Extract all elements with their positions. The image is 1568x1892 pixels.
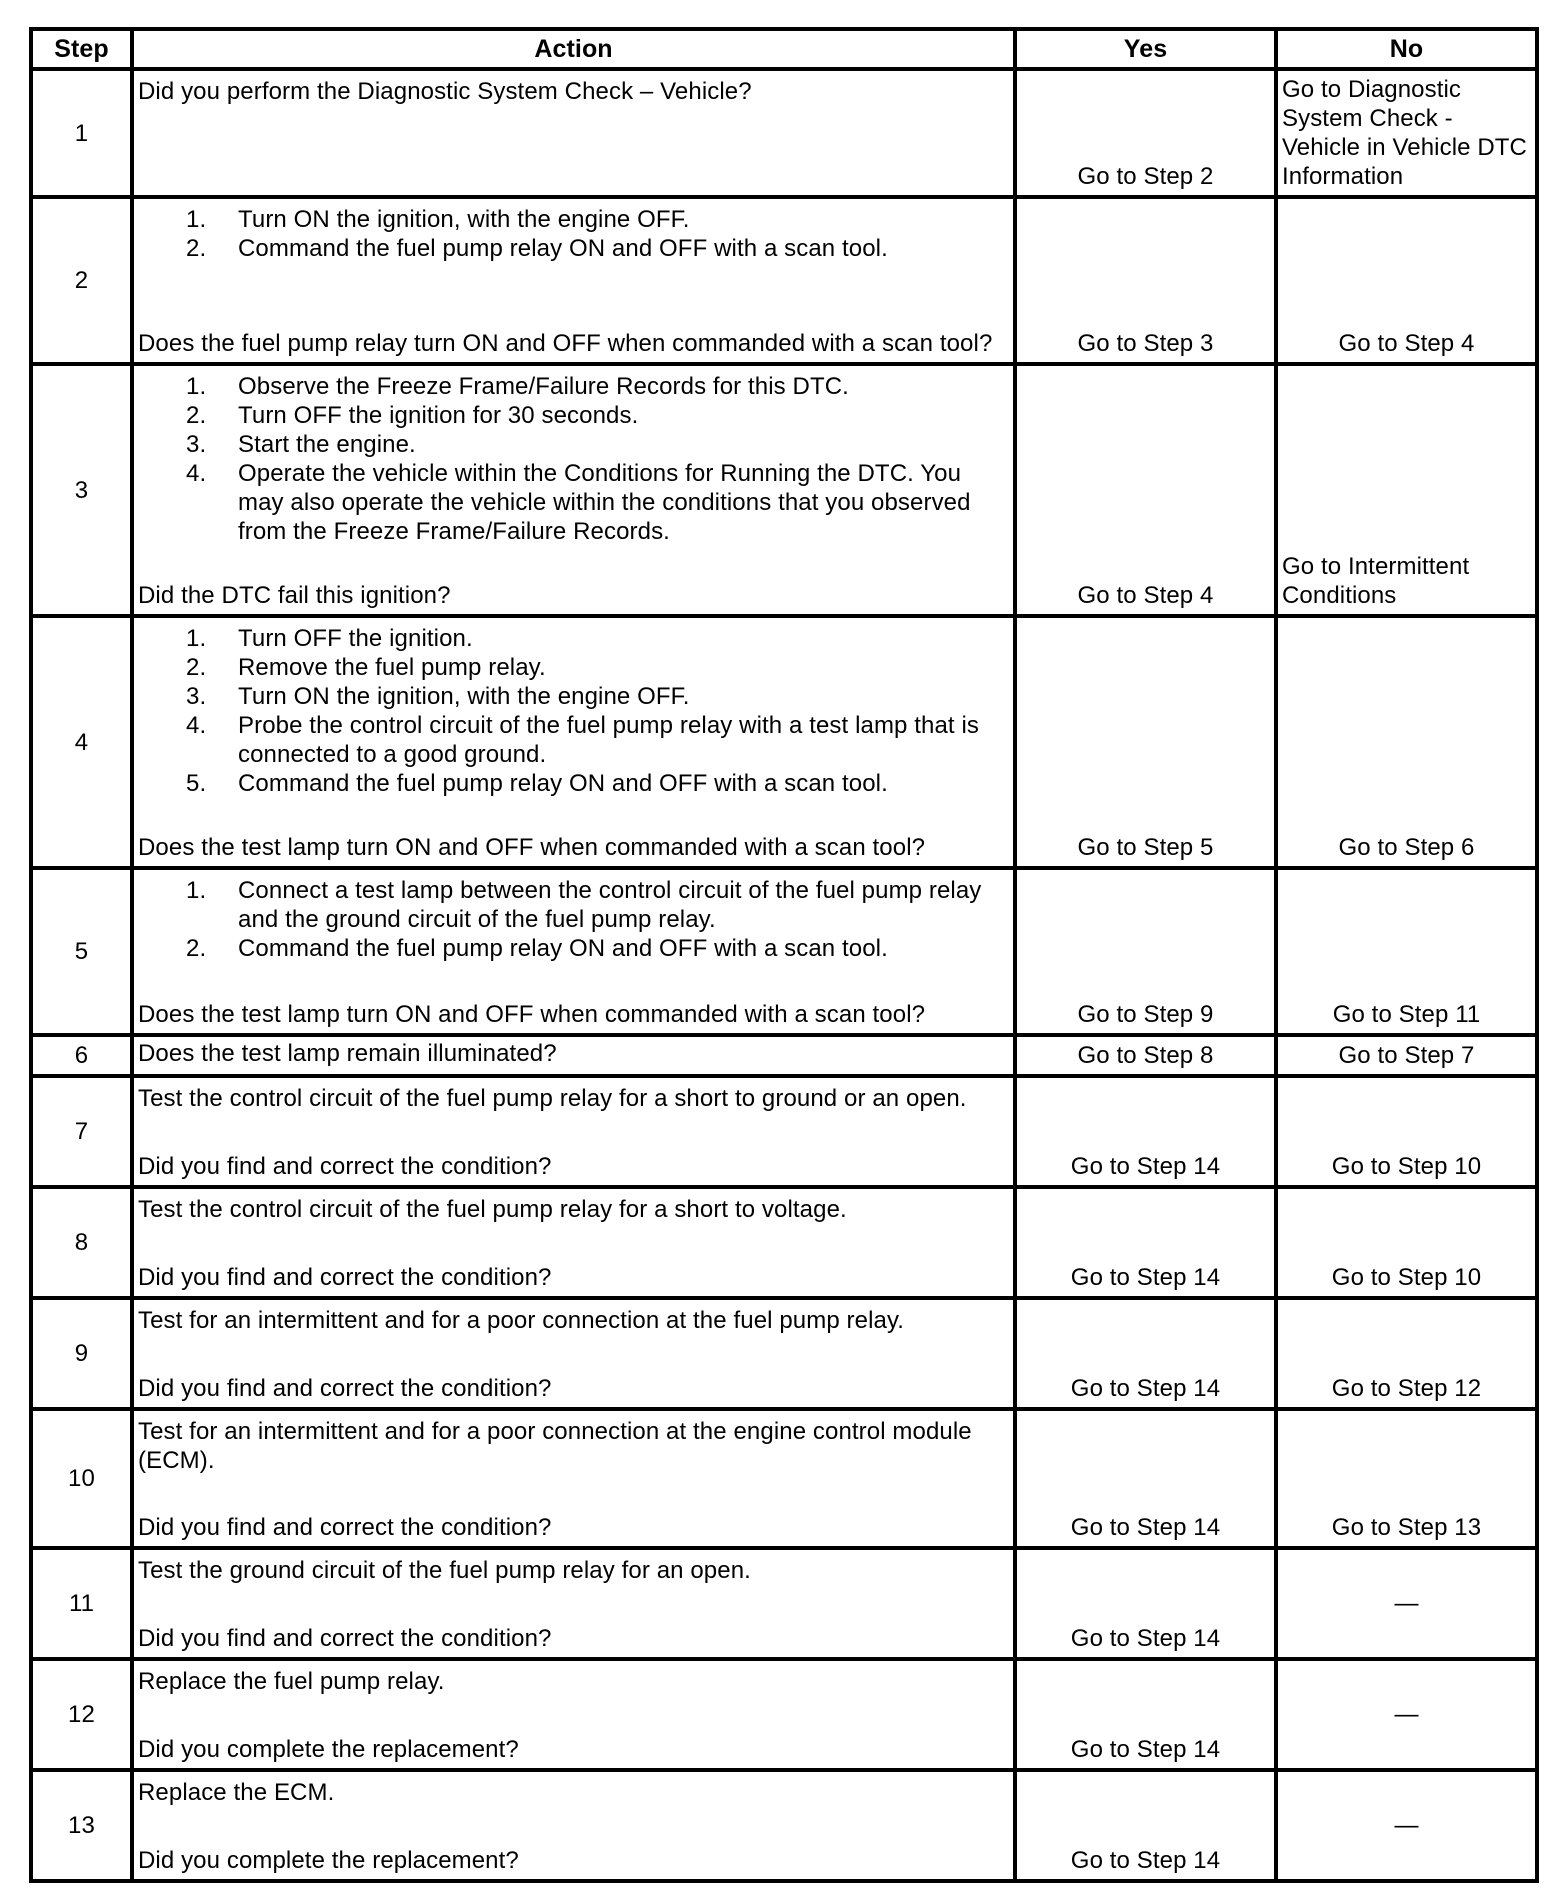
list-item-number: 2. bbox=[186, 235, 207, 262]
no-outcome: Go to Step 4 bbox=[1276, 197, 1537, 364]
action-content bbox=[138, 624, 1009, 862]
list-item-text: Remove the fuel pump relay. bbox=[238, 654, 546, 681]
list-item bbox=[138, 769, 1009, 798]
list-item-number: 1. bbox=[186, 373, 207, 400]
no-outcome: Go to Diagnostic System Check - Vehicle in Vehicle DTC Information bbox=[1276, 69, 1537, 197]
table-row bbox=[31, 1548, 1537, 1659]
list-item bbox=[138, 624, 1009, 653]
list-item bbox=[138, 205, 1009, 234]
list-item-text: Start the engine. bbox=[238, 431, 416, 458]
list-item-number: 1. bbox=[186, 206, 207, 233]
list-item bbox=[138, 934, 1009, 963]
list-item-text: Observe the Freeze Frame/Failure Records for this DTC. bbox=[238, 373, 849, 400]
no-outcome: Go to Step 10 bbox=[1276, 1187, 1537, 1298]
list-item-number: 5. bbox=[186, 770, 207, 797]
action-instructions bbox=[138, 1306, 1009, 1335]
step-number: 9 bbox=[31, 1298, 132, 1409]
step-number: 10 bbox=[31, 1409, 132, 1548]
list-item-text: Probe the control circuit of the fuel pump relay with a test lamp that is connected to a good ground. bbox=[238, 712, 979, 768]
action-cell bbox=[132, 1409, 1015, 1548]
action-instruction-text: Replace the fuel pump relay. bbox=[138, 1668, 445, 1695]
action-instructions bbox=[138, 372, 1009, 546]
list-item-text: Operate the vehicle within the Conditions for Running the DTC. You may also operate the vehicle within the conditions that you observed from the Freeze Frame/Failure Records. bbox=[238, 460, 971, 545]
no-outcome: — bbox=[1276, 1659, 1537, 1770]
action-instructions bbox=[138, 1556, 1009, 1585]
action-question: Does the test lamp turn ON and OFF when commanded with a scan tool? bbox=[138, 1001, 926, 1028]
list-item-text: Turn OFF the ignition for 30 seconds. bbox=[238, 402, 639, 429]
step-number: 11 bbox=[31, 1548, 132, 1659]
action-cell bbox=[132, 364, 1015, 616]
list-item bbox=[138, 876, 1009, 934]
action-question: Did you perform the Diagnostic System Check – Vehicle? bbox=[138, 78, 752, 105]
action-question: Did you find and correct the condition? bbox=[138, 1375, 552, 1402]
action-cell bbox=[132, 1076, 1015, 1187]
action-question: Does the test lamp remain illuminated? bbox=[138, 1040, 557, 1067]
no-outcome: Go to Step 7 bbox=[1276, 1035, 1537, 1076]
action-question: Did you complete the replacement? bbox=[138, 1847, 519, 1874]
yes-outcome: Go to Step 9 bbox=[1015, 868, 1276, 1035]
table-row bbox=[31, 1035, 1537, 1076]
action-question: Did the DTC fail this ignition? bbox=[138, 582, 451, 609]
list-item-number: 1. bbox=[186, 877, 207, 904]
table-row bbox=[31, 1659, 1537, 1770]
table-row bbox=[31, 1187, 1537, 1298]
action-cell bbox=[132, 1659, 1015, 1770]
list-item bbox=[138, 653, 1009, 682]
table-row bbox=[31, 1409, 1537, 1548]
action-content bbox=[138, 1417, 1009, 1542]
no-outcome: Go to Step 13 bbox=[1276, 1409, 1537, 1548]
step-number: 6 bbox=[31, 1035, 132, 1076]
action-content bbox=[138, 1195, 1009, 1292]
no-outcome: Go to Step 6 bbox=[1276, 616, 1537, 868]
action-instruction-text: Test the control circuit of the fuel pump relay for a short to voltage. bbox=[138, 1196, 847, 1223]
action-step-list bbox=[138, 205, 1009, 263]
list-item-number: 4. bbox=[186, 460, 207, 487]
action-instruction-text: Test for an intermittent and for a poor connection at the fuel pump relay. bbox=[138, 1307, 905, 1334]
action-cell bbox=[132, 868, 1015, 1035]
table-row bbox=[31, 868, 1537, 1035]
action-content bbox=[138, 1667, 1009, 1764]
action-instruction-text: Test the ground circuit of the fuel pump relay for an open. bbox=[138, 1557, 751, 1584]
action-instructions bbox=[138, 205, 1009, 263]
action-cell bbox=[132, 616, 1015, 868]
action-cell bbox=[132, 1298, 1015, 1409]
action-instructions bbox=[138, 876, 1009, 963]
no-outcome: Go to Step 10 bbox=[1276, 1076, 1537, 1187]
yes-outcome: Go to Step 14 bbox=[1015, 1409, 1276, 1548]
yes-outcome: Go to Step 14 bbox=[1015, 1298, 1276, 1409]
step-number: 3 bbox=[31, 364, 132, 616]
action-instructions bbox=[138, 1667, 1009, 1696]
action-step-list bbox=[138, 372, 1009, 546]
list-item bbox=[138, 401, 1009, 430]
step-number: 2 bbox=[31, 197, 132, 364]
list-item-number: 2. bbox=[186, 654, 207, 681]
action-question: Does the test lamp turn ON and OFF when commanded with a scan tool? bbox=[138, 834, 926, 861]
action-instructions bbox=[138, 1778, 1009, 1807]
list-item-text: Turn ON the ignition, with the engine OFF. bbox=[238, 683, 690, 710]
action-step-list bbox=[138, 624, 1009, 798]
yes-outcome: Go to Step 8 bbox=[1015, 1035, 1276, 1076]
action-question: Does the fuel pump relay turn ON and OFF when commanded with a scan tool? bbox=[138, 330, 993, 357]
yes-outcome: Go to Step 14 bbox=[1015, 1548, 1276, 1659]
action-content bbox=[138, 1556, 1009, 1653]
table-row bbox=[31, 1076, 1537, 1187]
action-instruction-text: Test for an intermittent and for a poor connection at the engine control module (ECM). bbox=[138, 1418, 972, 1474]
action-question: Did you find and correct the condition? bbox=[138, 1514, 552, 1541]
yes-outcome: Go to Step 5 bbox=[1015, 616, 1276, 868]
list-item-number: 2. bbox=[186, 935, 207, 962]
table-row bbox=[31, 616, 1537, 868]
step-number: 7 bbox=[31, 1076, 132, 1187]
action-instruction-text: Replace the ECM. bbox=[138, 1779, 335, 1806]
no-outcome: — bbox=[1276, 1548, 1537, 1659]
list-item bbox=[138, 711, 1009, 769]
step-number: 12 bbox=[31, 1659, 132, 1770]
no-outcome: Go to Step 11 bbox=[1276, 868, 1537, 1035]
list-item-number: 3. bbox=[186, 431, 207, 458]
yes-outcome: Go to Step 4 bbox=[1015, 364, 1276, 616]
list-item-text: Connect a test lamp between the control circuit of the fuel pump relay and the ground circuit of the fuel pump relay. bbox=[238, 877, 982, 933]
table-row bbox=[31, 1770, 1537, 1881]
list-item bbox=[138, 430, 1009, 459]
header-step: Step bbox=[31, 29, 132, 69]
list-item bbox=[138, 372, 1009, 401]
action-question: Did you complete the replacement? bbox=[138, 1736, 519, 1763]
action-instruction-text: Test the control circuit of the fuel pump relay for a short to ground or an open. bbox=[138, 1085, 967, 1112]
list-item bbox=[138, 459, 1009, 546]
list-item bbox=[138, 234, 1009, 263]
list-item-text: Command the fuel pump relay ON and OFF with a scan tool. bbox=[238, 770, 888, 797]
list-item-text: Turn ON the ignition, with the engine OFF. bbox=[238, 206, 690, 233]
action-content bbox=[138, 1306, 1009, 1403]
list-item bbox=[138, 682, 1009, 711]
action-content bbox=[138, 1778, 1009, 1875]
step-number: 13 bbox=[31, 1770, 132, 1881]
list-item-number: 2. bbox=[186, 402, 207, 429]
table-row bbox=[31, 1298, 1537, 1409]
action-instructions bbox=[138, 1195, 1009, 1224]
action-cell bbox=[132, 1548, 1015, 1659]
step-number: 1 bbox=[31, 69, 132, 197]
action-content bbox=[138, 876, 1009, 1029]
table-row bbox=[31, 197, 1537, 364]
list-item-text: Turn OFF the ignition. bbox=[238, 625, 473, 652]
action-cell bbox=[132, 1770, 1015, 1881]
header-row bbox=[31, 29, 1537, 69]
action-question: Did you find and correct the condition? bbox=[138, 1264, 552, 1291]
step-number: 4 bbox=[31, 616, 132, 868]
action-content bbox=[138, 77, 1009, 191]
list-item-number: 4. bbox=[186, 712, 207, 739]
diagnostic-table-container bbox=[29, 27, 1539, 1883]
list-item-text: Command the fuel pump relay ON and OFF with a scan tool. bbox=[238, 235, 888, 262]
action-instructions bbox=[138, 1417, 1009, 1475]
header-no: No bbox=[1276, 29, 1537, 69]
yes-outcome: Go to Step 14 bbox=[1015, 1770, 1276, 1881]
step-number: 8 bbox=[31, 1187, 132, 1298]
table-row bbox=[31, 69, 1537, 197]
no-outcome: Go to Step 12 bbox=[1276, 1298, 1537, 1409]
action-question: Did you find and correct the condition? bbox=[138, 1153, 552, 1180]
action-instructions bbox=[138, 1084, 1009, 1113]
yes-outcome: Go to Step 3 bbox=[1015, 197, 1276, 364]
header-yes: Yes bbox=[1015, 29, 1276, 69]
action-content bbox=[138, 372, 1009, 610]
action-content bbox=[138, 205, 1009, 358]
action-cell bbox=[132, 1187, 1015, 1298]
no-outcome: Go to Intermittent Conditions bbox=[1276, 364, 1537, 616]
list-item-number: 3. bbox=[186, 683, 207, 710]
header-action: Action bbox=[132, 29, 1015, 69]
yes-outcome: Go to Step 2 bbox=[1015, 69, 1276, 197]
no-outcome: — bbox=[1276, 1770, 1537, 1881]
action-cell bbox=[132, 69, 1015, 197]
yes-outcome: Go to Step 14 bbox=[1015, 1187, 1276, 1298]
list-item-text: Command the fuel pump relay ON and OFF with a scan tool. bbox=[238, 935, 888, 962]
list-item-number: 1. bbox=[186, 625, 207, 652]
action-cell bbox=[132, 197, 1015, 364]
step-number: 5 bbox=[31, 868, 132, 1035]
action-step-list bbox=[138, 876, 1009, 963]
action-question: Did you find and correct the condition? bbox=[138, 1625, 552, 1652]
action-instructions bbox=[138, 624, 1009, 798]
action-content bbox=[138, 1039, 1009, 1072]
table-row bbox=[31, 364, 1537, 616]
action-cell bbox=[132, 1035, 1015, 1076]
yes-outcome: Go to Step 14 bbox=[1015, 1076, 1276, 1187]
diagnostic-table bbox=[29, 27, 1539, 1883]
yes-outcome: Go to Step 14 bbox=[1015, 1659, 1276, 1770]
action-content bbox=[138, 1084, 1009, 1181]
